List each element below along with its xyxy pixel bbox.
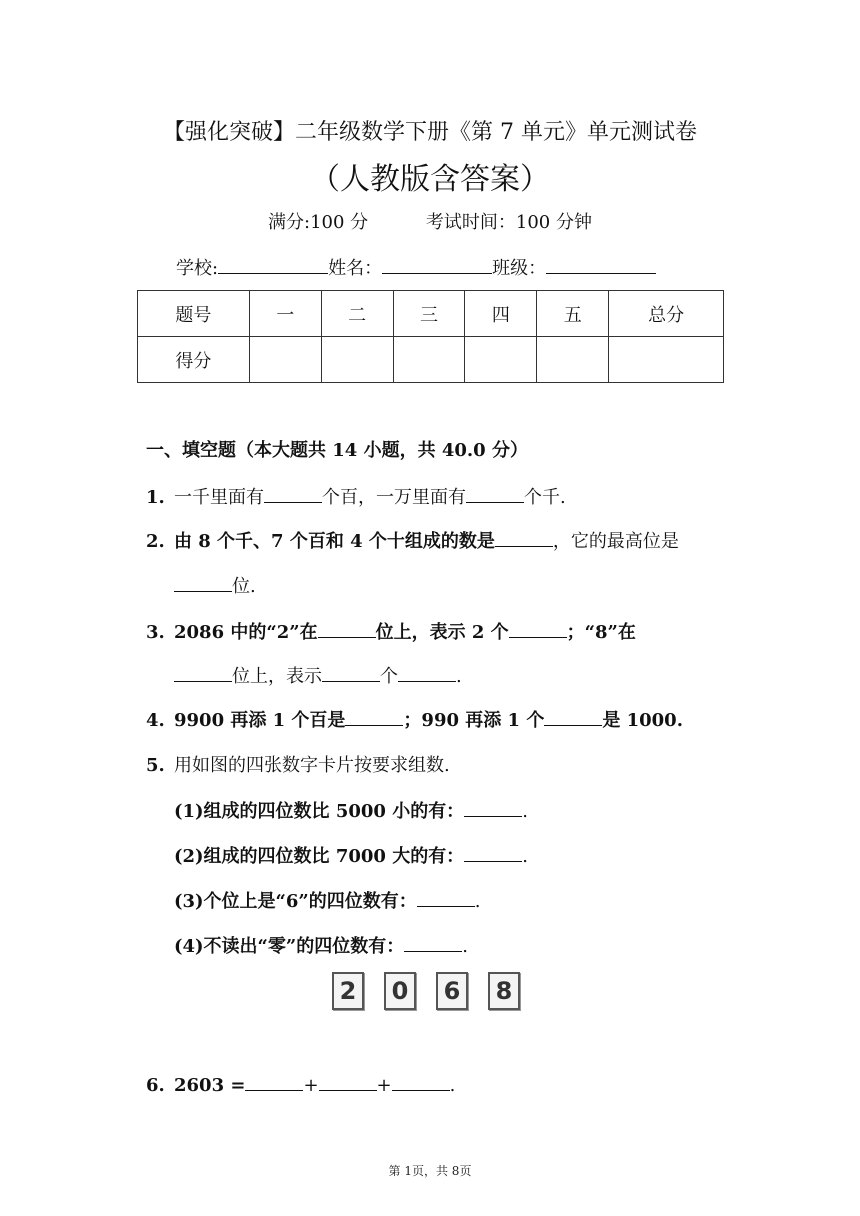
header-cell: 五	[537, 291, 609, 337]
sub-question-end: .	[462, 936, 468, 957]
question-number: 3.	[146, 622, 165, 643]
header-cell: 四	[465, 291, 537, 337]
page-footer: 第 1页，共 8页	[388, 1164, 472, 1178]
number-card: 2	[332, 972, 364, 1010]
question-text: ；990 再添 1 个	[403, 710, 545, 731]
plus-sign: +	[303, 1075, 319, 1096]
question-number: 1.	[146, 487, 165, 508]
header-cell: 总分	[609, 291, 724, 337]
answer-blank[interactable]	[174, 573, 232, 592]
score-cell[interactable]	[465, 337, 537, 383]
question-text: 个	[380, 666, 398, 687]
header-cell: 题号	[138, 291, 250, 337]
number-card: 8	[488, 972, 520, 1010]
section-heading: 一、填空题（本大题共 14 小题，共 40.0 分）	[146, 440, 528, 461]
full-score: 满分:100 分	[268, 212, 369, 233]
answer-blank[interactable]	[464, 843, 522, 862]
score-cell[interactable]	[393, 337, 465, 383]
question-text: 由 8 个千、7 个百和 4 个十组成的数是	[174, 531, 495, 552]
question-number: 5.	[146, 755, 165, 776]
answer-blank[interactable]	[398, 663, 456, 682]
number-card: 6	[436, 972, 468, 1010]
answer-blank[interactable]	[466, 484, 524, 503]
score-table-score-row	[138, 337, 724, 383]
exam-title: 【强化突破】二年级数学下册《第 7 单元》单元测试卷	[163, 120, 697, 145]
question-text: 一千里面有	[174, 487, 264, 508]
answer-blank[interactable]	[264, 484, 322, 503]
class-blank[interactable]	[546, 272, 656, 274]
answer-blank[interactable]	[404, 933, 462, 952]
number-cards	[332, 972, 520, 1010]
answer-blank[interactable]	[345, 707, 403, 726]
question-text: ，它的最高位是	[552, 531, 679, 552]
class-label: 班级：	[492, 258, 547, 279]
sub-question-text: (1)组成的四位数比 5000 小的有：	[174, 801, 465, 822]
question-5-sub-4	[174, 932, 468, 962]
exam-subtitle: （人教版含答案）	[310, 162, 550, 197]
number-card: 0	[384, 972, 416, 1010]
question-text: ；“8”在	[566, 622, 636, 643]
answer-blank[interactable]	[417, 888, 475, 907]
question-text: 用如图的四张数字卡片按要求组数.	[174, 755, 450, 776]
question-text: 位上，表示 2 个	[375, 622, 509, 643]
header-cell: 三	[393, 291, 465, 337]
score-cell[interactable]	[249, 337, 321, 383]
question-5-sub-2	[174, 842, 528, 872]
question-2-cont	[174, 572, 256, 602]
question-4	[146, 706, 683, 736]
answer-blank[interactable]	[392, 1072, 450, 1091]
answer-blank[interactable]	[509, 619, 567, 638]
answer-blank[interactable]	[318, 619, 376, 638]
score-table	[137, 290, 724, 383]
question-5-sub-1	[174, 797, 528, 827]
sub-question-text: (3)个位上是“6”的四位数有：	[174, 891, 417, 912]
school-label: 学校:	[176, 258, 219, 279]
answer-blank[interactable]	[322, 663, 380, 682]
question-text: 2086 中的“2”在	[174, 622, 318, 643]
plus-sign: +	[376, 1075, 392, 1096]
exam-time: 考试时间：100 分钟	[425, 212, 592, 233]
sub-question-text: (2)组成的四位数比 7000 大的有：	[174, 846, 465, 867]
question-2	[146, 527, 679, 557]
name-blank[interactable]	[382, 272, 492, 274]
question-text: 位.	[232, 576, 256, 597]
question-5-sub-3	[174, 887, 481, 917]
question-1	[146, 483, 566, 513]
exam-meta	[0, 208, 860, 238]
score-cell[interactable]	[321, 337, 393, 383]
answer-blank[interactable]	[464, 798, 522, 817]
question-number: 4.	[146, 710, 165, 731]
answer-blank[interactable]	[174, 663, 232, 682]
sub-question-end: .	[522, 801, 528, 822]
school-blank[interactable]	[218, 272, 328, 274]
header-cell: 一	[249, 291, 321, 337]
question-text: 个千.	[524, 487, 566, 508]
question-3-cont	[174, 662, 462, 692]
question-3	[146, 618, 636, 648]
question-5	[146, 751, 450, 781]
question-text: .	[456, 666, 462, 687]
score-cell[interactable]	[537, 337, 609, 383]
question-text: 是 1000.	[602, 710, 683, 731]
question-text: 个百，一万里面有	[322, 487, 466, 508]
sub-question-end: .	[474, 891, 481, 912]
score-table-header-row	[138, 291, 724, 337]
question-number: 6.	[146, 1075, 165, 1096]
sub-question-end: .	[522, 846, 528, 867]
question-text: 9900 再添 1 个百是	[174, 710, 346, 731]
question-text: 位上，表示	[232, 666, 322, 687]
question-text: .	[449, 1075, 456, 1096]
question-6	[146, 1071, 455, 1101]
score-cell[interactable]	[609, 337, 724, 383]
student-info	[176, 254, 656, 284]
answer-blank[interactable]	[245, 1072, 303, 1091]
name-label: 姓名：	[328, 258, 383, 279]
row-label-cell: 得分	[138, 337, 250, 383]
answer-blank[interactable]	[319, 1072, 377, 1091]
sub-question-text: (4)不读出“零”的四位数有：	[174, 936, 405, 957]
answer-blank[interactable]	[495, 528, 553, 547]
header-cell: 二	[321, 291, 393, 337]
question-text: 2603 =	[174, 1075, 246, 1096]
answer-blank[interactable]	[544, 707, 602, 726]
question-number: 2.	[146, 531, 165, 552]
